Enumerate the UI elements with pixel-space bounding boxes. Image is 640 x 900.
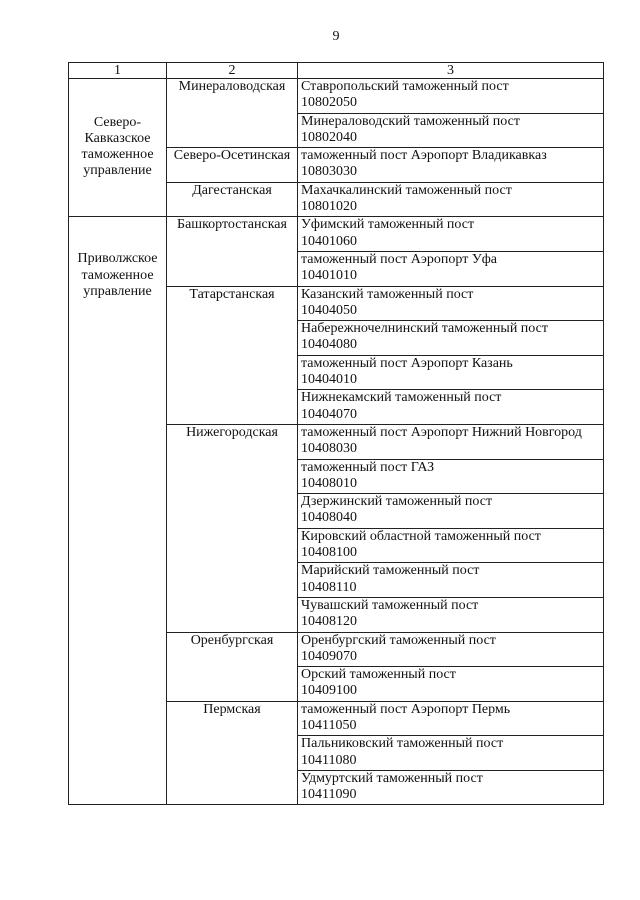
- customs-post-cell: [298, 597, 604, 632]
- customs-post-cell: [298, 736, 604, 771]
- customs-name-cell: Дагестанская: [167, 182, 298, 217]
- department-name-line: управление: [83, 283, 152, 299]
- customs-post-cell: [298, 667, 604, 702]
- post-code: 10411090: [301, 787, 357, 803]
- post-code: 10408010: [301, 475, 357, 491]
- post-name: таможенный пост Аэропорт Казань: [301, 355, 513, 371]
- post-code: 10404050: [301, 302, 357, 318]
- column-header-3: 3: [298, 63, 604, 79]
- post-code: 10411050: [301, 717, 357, 733]
- department-cell: [69, 79, 167, 217]
- post-name: таможенный пост ГАЗ: [301, 459, 435, 475]
- customs-post-cell: [298, 424, 604, 459]
- department-name-line: Северо-: [93, 114, 142, 130]
- department-name-line: управление: [83, 163, 152, 179]
- post-code: 10408040: [301, 510, 357, 526]
- post-code: 10409070: [301, 648, 357, 664]
- customs-name-cell: Оренбургская: [167, 632, 298, 701]
- customs-post-cell: [298, 113, 604, 148]
- customs-post-cell: [298, 494, 604, 529]
- post-name: Уфимский таможенный пост: [301, 217, 475, 233]
- post-name: Чувашский таможенный пост: [301, 597, 479, 613]
- post-name: Минераловодский таможенный пост: [301, 113, 520, 129]
- post-code: 10408030: [301, 441, 357, 457]
- post-name: Ставропольский таможенный пост: [301, 79, 509, 94]
- post-name: Нижнекамский таможенный пост: [301, 390, 502, 406]
- column-header-1: 1: [69, 63, 167, 79]
- post-code: 10404010: [301, 372, 357, 388]
- post-name: Казанский таможенный пост: [301, 286, 474, 302]
- post-name: Кировский областной таможенный пост: [301, 528, 541, 544]
- customs-post-cell: [298, 79, 604, 114]
- post-code: 10801020: [301, 199, 357, 215]
- customs-post-cell: [298, 251, 604, 286]
- post-name: Марийский таможенный пост: [301, 563, 480, 579]
- post-name: Оренбургский таможенный пост: [301, 632, 496, 648]
- post-code: 10802040: [301, 129, 357, 145]
- department-name-line: Кавказское: [84, 130, 151, 146]
- post-code: 10411080: [301, 752, 357, 768]
- customs-name-cell: Башкортостанская: [167, 217, 298, 286]
- post-name: таможенный пост Аэропорт Пермь: [301, 701, 511, 717]
- department-name-line: таможенное: [81, 147, 154, 163]
- customs-post-cell: [298, 148, 604, 183]
- customs-post-cell: [298, 355, 604, 390]
- customs-post-cell: [298, 321, 604, 356]
- post-code: 10401010: [301, 268, 357, 284]
- table-row: [69, 217, 604, 252]
- post-code: 10408100: [301, 545, 357, 561]
- customs-name-cell: Северо-Осетинская: [167, 148, 298, 183]
- customs-post-cell: [298, 632, 604, 667]
- customs-name-cell: Пермская: [167, 701, 298, 805]
- customs-name-cell: Минераловодская: [167, 79, 298, 148]
- post-name: таможенный пост Аэропорт Нижний Новгород: [301, 424, 582, 440]
- department-name-line: таможенное: [81, 267, 154, 283]
- post-code: 10401060: [301, 233, 357, 249]
- post-code: 10404070: [301, 406, 357, 422]
- post-code: 10408120: [301, 614, 357, 630]
- post-code: 10408110: [301, 579, 357, 595]
- customs-post-cell: [298, 390, 604, 425]
- table-row: [69, 79, 604, 114]
- customs-post-cell: [298, 701, 604, 736]
- customs-name-cell: Татарстанская: [167, 286, 298, 424]
- page-number: 9: [332, 29, 340, 44]
- post-code: 10802050: [301, 95, 357, 111]
- post-name: Пальниковский таможенный пост: [301, 736, 504, 752]
- customs-post-cell: [298, 770, 604, 805]
- post-name: Дзержинский таможенный пост: [301, 494, 493, 510]
- post-name: Махачкалинский таможенный пост: [301, 182, 512, 198]
- customs-name-cell: Нижегородская: [167, 424, 298, 632]
- header-row: [69, 63, 604, 79]
- customs-post-cell: [298, 563, 604, 598]
- post-code: 10409100: [301, 683, 357, 699]
- customs-post-cell: [298, 182, 604, 217]
- department-cell: [69, 217, 167, 805]
- column-header-2: 2: [167, 63, 298, 79]
- department-name-line: Приволжское: [77, 251, 158, 267]
- customs-posts-table: [68, 62, 604, 805]
- post-code: 10404080: [301, 337, 357, 353]
- post-name: таможенный пост Аэропорт Уфа: [301, 251, 498, 267]
- post-name: Набережночелнинский таможенный пост: [301, 321, 548, 337]
- customs-post-cell: [298, 528, 604, 563]
- customs-post-cell: [298, 217, 604, 252]
- customs-post-cell: [298, 459, 604, 494]
- post-code: 10803030: [301, 164, 357, 180]
- post-name: Удмуртский таможенный пост: [301, 770, 483, 786]
- customs-post-cell: [298, 286, 604, 321]
- post-name: таможенный пост Аэропорт Владикавказ: [301, 148, 547, 164]
- post-name: Орский таможенный пост: [301, 667, 456, 683]
